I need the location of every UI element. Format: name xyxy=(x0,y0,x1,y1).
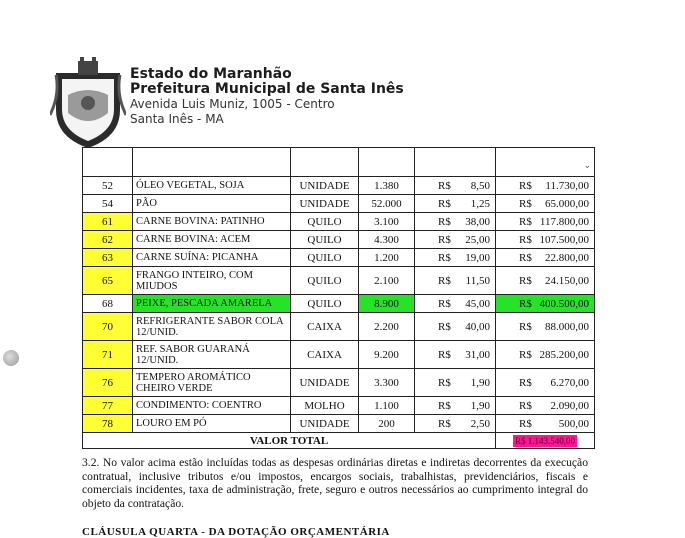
total-price-currency: R$ xyxy=(519,417,532,430)
item-description: FRANGO INTEIRO, COM MIUDOS xyxy=(136,269,253,292)
item-unit: QUILO xyxy=(307,251,342,264)
item-number: 76 xyxy=(102,376,113,389)
item-unit: QUILO xyxy=(307,233,342,246)
chevron-down-icon: ⌄ xyxy=(583,159,591,170)
table-row xyxy=(83,249,595,267)
item-quantity: 3.100 xyxy=(374,215,399,228)
table-row xyxy=(83,177,595,195)
unit-price-currency: R$ xyxy=(438,399,451,412)
total-price: 107.500,00 xyxy=(539,233,589,246)
paragraph-3-2: 3.2. No valor acima estão incluídas todas as despesas ordinárias diretas e indiretas decorrentes da execução contratual, inclusive tributos e/ou impostos, encargos sociais, trabalhistas, previdenciários, fiscais e comerciais incidentes, taxa de administração, frete, seguro e outros necessários ao cumprimento integral do objeto da contratação. xyxy=(82,456,588,510)
item-quantity: 1.100 xyxy=(374,399,399,412)
item-unit: UNIDADE xyxy=(299,197,350,210)
unit-price-currency: R$ xyxy=(438,417,451,430)
item-quantity: 52.000 xyxy=(371,197,402,210)
item-number: 68 xyxy=(102,297,113,310)
unit-price: 8,50 xyxy=(470,179,490,192)
table-row xyxy=(83,295,595,313)
address: Avenida Luis Muniz, 1005 - Centro xyxy=(130,97,335,111)
item-number: 61 xyxy=(102,215,113,228)
total-price: 24.150,00 xyxy=(545,274,589,287)
total-price-currency: R$ xyxy=(519,251,532,264)
item-quantity: 1.380 xyxy=(374,179,399,192)
table-row xyxy=(83,415,595,433)
total-price-currency: R$ xyxy=(519,348,532,361)
unit-price-currency: R$ xyxy=(438,274,451,287)
prefecture-name: Prefeitura Municipal de Santa Inês xyxy=(130,81,404,97)
item-quantity: 4.300 xyxy=(374,233,399,246)
item-number: 54 xyxy=(102,197,113,210)
unit-price: 11,50 xyxy=(465,274,490,287)
item-description: PEIXE, PESCADA AMARELA xyxy=(136,298,273,309)
unit-price: 19,00 xyxy=(465,251,490,264)
unit-price-currency: R$ xyxy=(438,179,451,192)
item-unit: QUILO xyxy=(307,215,342,228)
state-name: Estado do Maranhão xyxy=(130,66,292,82)
municipal-coat-of-arms-icon xyxy=(50,55,126,150)
unit-price: 45,00 xyxy=(465,297,490,310)
table-row xyxy=(83,267,595,295)
total-label: VALOR TOTAL xyxy=(83,433,496,449)
unit-price: 2,50 xyxy=(470,417,490,430)
table-row xyxy=(83,369,595,397)
total-price: 400.500,00 xyxy=(539,297,589,310)
unit-price: 1,90 xyxy=(470,399,490,412)
total-price-currency: R$ xyxy=(519,274,532,287)
item-unit: CAIXA xyxy=(307,348,342,361)
table-row xyxy=(83,397,595,415)
total-row xyxy=(83,433,595,449)
unit-price-currency: R$ xyxy=(438,251,451,264)
item-unit: CAIXA xyxy=(307,320,342,333)
item-unit: UNIDADE xyxy=(299,376,350,389)
total-price: 22.800,00 xyxy=(545,251,589,264)
item-quantity: 2.100 xyxy=(374,274,399,287)
item-number: 70 xyxy=(102,320,113,333)
item-quantity: 3.300 xyxy=(374,376,399,389)
unit-price: 31,00 xyxy=(465,348,490,361)
total-price: 500,00 xyxy=(558,417,589,430)
item-unit: UNIDADE xyxy=(299,417,350,430)
item-unit: QUILO xyxy=(307,274,342,287)
item-number: 78 xyxy=(102,417,113,430)
table-header-row xyxy=(83,148,595,177)
item-quantity: 2.200 xyxy=(374,320,399,333)
total-price-currency: R$ xyxy=(519,179,532,192)
item-description: LOURO EM PÓ xyxy=(136,418,207,429)
item-number: 71 xyxy=(102,348,113,361)
unit-price-currency: R$ xyxy=(438,215,451,228)
unit-price-currency: R$ xyxy=(438,348,451,361)
item-description: CARNE BOVINA: ACEM xyxy=(136,234,251,245)
item-description: REF. SABOR GUARANÁ 12/UNID. xyxy=(136,343,250,366)
item-number: 52 xyxy=(102,179,113,192)
table-row xyxy=(83,341,595,369)
city: Santa Inês - MA xyxy=(130,112,224,126)
item-quantity: 8.900 xyxy=(374,297,399,310)
item-description: PÃO xyxy=(136,198,158,209)
margin-dot xyxy=(3,350,19,366)
total-price: 11.730,00 xyxy=(545,179,589,192)
total-price-currency: R$ xyxy=(519,233,532,246)
item-unit: MOLHO xyxy=(304,399,345,412)
unit-price: 38,00 xyxy=(465,215,490,228)
unit-price: 40,00 xyxy=(465,320,490,333)
item-description: CONDIMENTO: COENTRO xyxy=(136,400,262,411)
total-price: 6.270,00 xyxy=(550,376,589,389)
total-price-currency: R$ xyxy=(519,376,532,389)
total-price: 88.000,00 xyxy=(545,320,589,333)
item-unit: QUILO xyxy=(307,297,342,310)
unit-price-currency: R$ xyxy=(438,320,451,333)
table-row xyxy=(83,313,595,341)
total-price: 2.090,00 xyxy=(550,399,589,412)
unit-price-currency: R$ xyxy=(438,297,451,310)
total-price-currency: R$ xyxy=(519,215,532,228)
total-price: 65.000,00 xyxy=(545,197,589,210)
unit-price-currency: R$ xyxy=(438,233,451,246)
total-price-currency: R$ xyxy=(519,297,532,310)
item-quantity: 200 xyxy=(378,417,395,430)
item-description: REFRIGERANTE SABOR COLA 12/UNID. xyxy=(136,315,284,338)
item-number: 65 xyxy=(102,274,113,287)
item-unit: UNIDADE xyxy=(299,179,350,192)
item-description: TEMPERO AROMÁTICO CHEIRO VERDE xyxy=(136,371,251,394)
letterhead xyxy=(50,55,450,155)
item-description: ÓLEO VEGETAL, SOJA xyxy=(136,180,245,191)
unit-price: 25,00 xyxy=(465,233,490,246)
items-table xyxy=(82,147,595,449)
item-description: CARNE SUÍNA: PICANHA xyxy=(136,252,259,263)
unit-price: 1,90 xyxy=(470,376,490,389)
clause-heading: CLÁUSULA QUARTA - DA DOTAÇÃO ORÇAMENTÁRIA xyxy=(82,526,390,538)
item-quantity: 9.200 xyxy=(374,348,399,361)
item-number: 62 xyxy=(102,233,113,246)
item-number: 77 xyxy=(102,399,113,412)
total-price-currency: R$ xyxy=(519,399,532,412)
total-price-currency: R$ xyxy=(519,320,532,333)
total-price-currency: R$ xyxy=(519,197,532,210)
item-number: 63 xyxy=(102,251,113,264)
unit-price: 1,25 xyxy=(470,197,490,210)
table-row xyxy=(83,213,595,231)
table-row xyxy=(83,231,595,249)
total-price: 117.800,00 xyxy=(539,215,589,228)
item-description: CARNE BOVINA: PATINHO xyxy=(136,216,265,227)
item-quantity: 1.200 xyxy=(374,251,399,264)
total-value: R$ 1.143.540,00 xyxy=(514,435,575,446)
unit-price-currency: R$ xyxy=(438,197,451,210)
total-price: 285.200,00 xyxy=(539,348,589,361)
table-row xyxy=(83,195,595,213)
unit-price-currency: R$ xyxy=(438,376,451,389)
